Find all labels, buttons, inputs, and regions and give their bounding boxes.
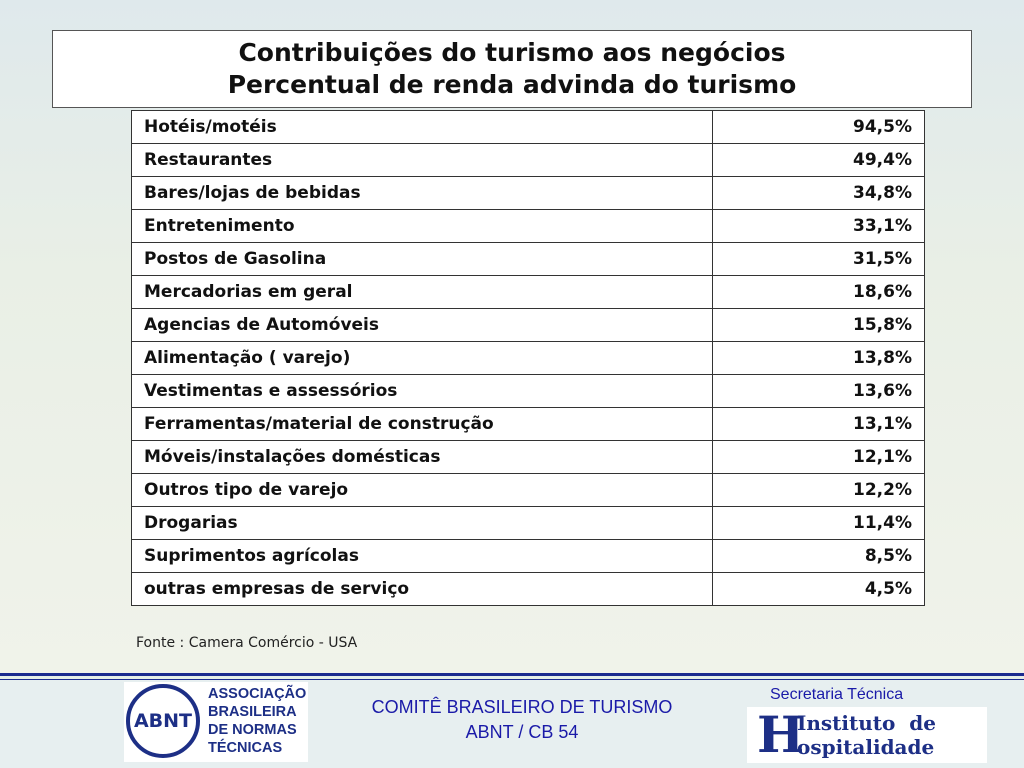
source-note: Fonte : Camera Comércio - USA (136, 635, 358, 651)
percent-cell: 13,6% (713, 375, 925, 408)
table-row (132, 309, 925, 342)
category-cell: Mercadorias em geral (132, 276, 713, 309)
percent-cell: 34,8% (713, 177, 925, 210)
percent-cell: 8,5% (713, 540, 925, 573)
abnt-logo (124, 682, 308, 762)
ih-words (797, 711, 936, 759)
table-row (132, 507, 925, 540)
committee-label (322, 695, 722, 745)
category-cell: Vestimentas e assessórios (132, 375, 713, 408)
table-row (132, 441, 925, 474)
category-cell: Suprimentos agrícolas (132, 540, 713, 573)
category-cell: Hotéis/motéis (132, 111, 713, 144)
abnt-name (208, 685, 306, 757)
committee-line-2: ABNT / CB 54 (465, 722, 579, 742)
category-cell: Alimentação ( varejo) (132, 342, 713, 375)
abnt-line: ASSOCIAÇÃO (208, 686, 307, 702)
slide-title (52, 30, 972, 108)
category-cell: outras empresas de serviço (132, 573, 713, 606)
category-cell: Ferramentas/material de construção (132, 408, 713, 441)
percent-cell: 15,8% (713, 309, 925, 342)
footer-divider-thin (0, 679, 1024, 680)
percent-cell: 18,6% (713, 276, 925, 309)
instituto-hospitalidade-logo (747, 707, 987, 763)
percent-cell: 13,8% (713, 342, 925, 375)
committee-line-1: COMITÊ BRASILEIRO DE TURISMO (371, 697, 673, 717)
table-row (132, 210, 925, 243)
ih-line-2: ospitalidade (797, 735, 935, 759)
table-row (132, 276, 925, 309)
percent-cell: 11,4% (713, 507, 925, 540)
category-cell: Móveis/instalações domésticas (132, 441, 713, 474)
title-line-1: Contribuições do turismo aos negócios (238, 38, 786, 67)
percent-cell: 31,5% (713, 243, 925, 276)
table-row (132, 342, 925, 375)
percent-cell: 4,5% (713, 573, 925, 606)
table-row (132, 177, 925, 210)
category-cell: Drogarias (132, 507, 713, 540)
table-row (132, 144, 925, 177)
abnt-line: BRASILEIRA (208, 704, 297, 720)
table-row (132, 540, 925, 573)
table-body (132, 111, 925, 606)
percent-cell: 49,4% (713, 144, 925, 177)
table-row (132, 243, 925, 276)
percent-cell: 12,2% (713, 474, 925, 507)
category-cell: Entretenimento (132, 210, 713, 243)
percent-cell: 33,1% (713, 210, 925, 243)
abnt-line: TÉCNICAS (208, 740, 283, 756)
footer-divider (0, 673, 1024, 676)
category-cell: Bares/lojas de bebidas (132, 177, 713, 210)
secretaria-label: Secretaria Técnica (770, 686, 904, 703)
category-cell: Agencias de Automóveis (132, 309, 713, 342)
percent-cell: 12,1% (713, 441, 925, 474)
abnt-monogram: ABNT (126, 684, 200, 758)
category-cell: Restaurantes (132, 144, 713, 177)
percent-cell: 13,1% (713, 408, 925, 441)
category-cell: Postos de Gasolina (132, 243, 713, 276)
ih-line-1: Instituto de (797, 711, 936, 735)
revenue-table (131, 110, 925, 606)
table-row (132, 375, 925, 408)
title-line-2: Percentual de renda advinda do turismo (227, 70, 797, 99)
table-row (132, 408, 925, 441)
ih-letter: H (757, 705, 805, 764)
category-cell: Outros tipo de varejo (132, 474, 713, 507)
percent-cell: 94,5% (713, 111, 925, 144)
abnt-line: DE NORMAS (208, 722, 297, 738)
table-row (132, 474, 925, 507)
table-row (132, 111, 925, 144)
table-row (132, 573, 925, 606)
